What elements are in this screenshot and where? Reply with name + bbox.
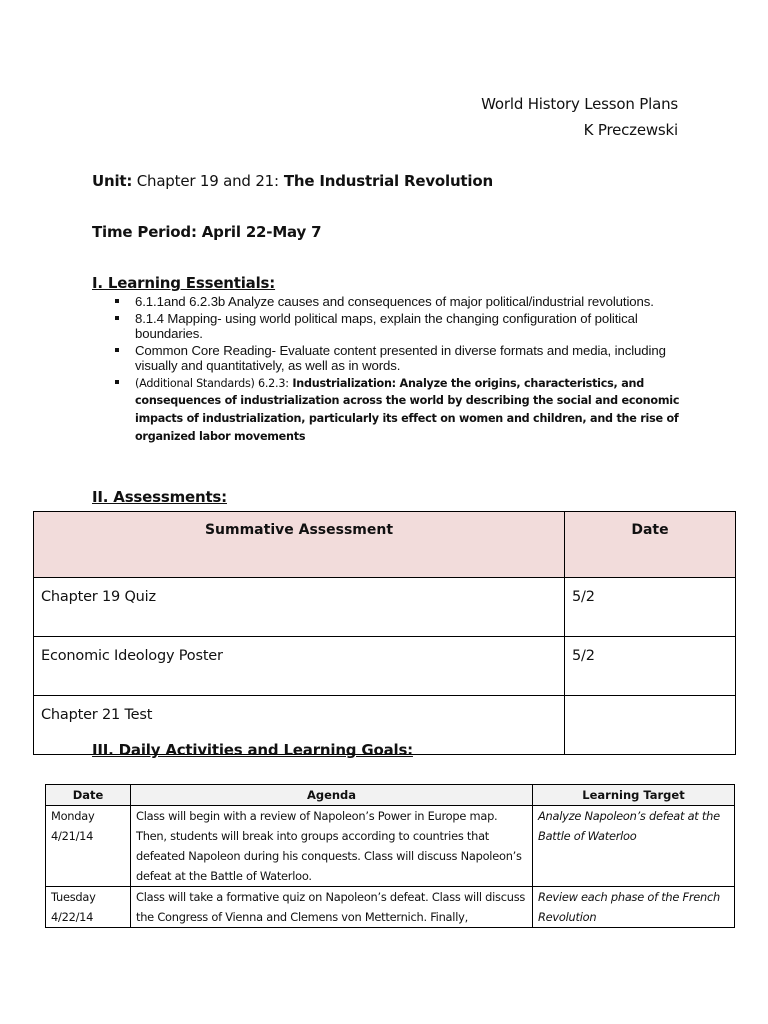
assessment-date: 5/2 xyxy=(565,578,736,637)
column-header: Summative Assessment xyxy=(34,512,565,578)
list-item: 6.1.1and 6.2.3b Analyze causes and consequences of major political/industrial revolutions. xyxy=(115,294,685,310)
column-header: Date xyxy=(46,785,131,806)
table-row xyxy=(34,578,736,637)
square-bullet-icon xyxy=(115,380,119,384)
learning-target-cell: Analyze Napoleon’s defeat at the Battle of Waterloo xyxy=(533,806,735,887)
table-row xyxy=(34,637,736,696)
agenda-cell: Class will begin with a review of Napoleon’s Power in Europe map. Then, students will break into groups according to countries that defeated Napoleon during his conquests. Class will discuss Napoleon’s defeat at the Battle of Waterloo. xyxy=(131,806,533,887)
unit-chapters: Chapter 19 and 21: xyxy=(132,172,279,190)
assessment-name: Economic Ideology Poster xyxy=(34,637,565,696)
assessment-name: Chapter 19 Quiz xyxy=(34,578,565,637)
time-period: Time Period: April 22-May 7 xyxy=(92,223,322,241)
square-bullet-icon xyxy=(115,299,119,303)
document-title: World History Lesson Plans xyxy=(481,95,678,113)
daily-activities-table xyxy=(45,784,735,928)
unit-title: The Industrial Revolution xyxy=(278,172,493,190)
learning-essentials-heading: I. Learning Essentials: xyxy=(92,274,276,292)
day-cell: Monday 4/21/14 xyxy=(46,806,131,887)
unit-label: Unit: xyxy=(92,172,133,190)
square-bullet-icon xyxy=(115,348,119,352)
list-item: (Additional Standards) 6.2.3: Industrialization: Analyze the origins, characteristics, and consequences of industrialization across the world by describing the social and economic impacts of industrialization, particularly its effect on women and children, and the rise of organized labor movements xyxy=(115,375,685,446)
table-row xyxy=(46,887,735,928)
assessment-date: 5/2 xyxy=(565,637,736,696)
column-header: Date xyxy=(565,512,736,578)
assessment-name: Chapter 21 Test xyxy=(34,696,565,755)
day-cell: Tuesday 4/22/14 xyxy=(46,887,131,928)
assessments-table xyxy=(33,511,736,755)
column-header: Agenda xyxy=(131,785,533,806)
agenda-cell: Class will take a formative quiz on Napoleon’s defeat. Class will discuss the Congress of Vienna and Clemens von Metternich. Finally, xyxy=(131,887,533,928)
learning-essentials-list xyxy=(115,294,685,447)
list-item: 8.1.4 Mapping- using world political maps, explain the changing configuration of political boundaries. xyxy=(115,311,685,342)
list-item: Common Core Reading- Evaluate content presented in diverse formats and media, including visually and quantitatively, as well as in words. xyxy=(115,343,685,374)
assessment-date xyxy=(565,696,736,755)
learning-target-cell: Review each phase of the French Revolution xyxy=(533,887,735,928)
assessments-heading: II. Assessments: xyxy=(92,488,227,506)
square-bullet-icon xyxy=(115,316,119,320)
unit-line xyxy=(92,172,493,190)
column-header: Learning Target xyxy=(533,785,735,806)
author-name: K Preczewski xyxy=(583,121,678,139)
daily-activities-heading: III. Daily Activities and Learning Goals: xyxy=(92,741,413,759)
table-row xyxy=(46,806,735,887)
